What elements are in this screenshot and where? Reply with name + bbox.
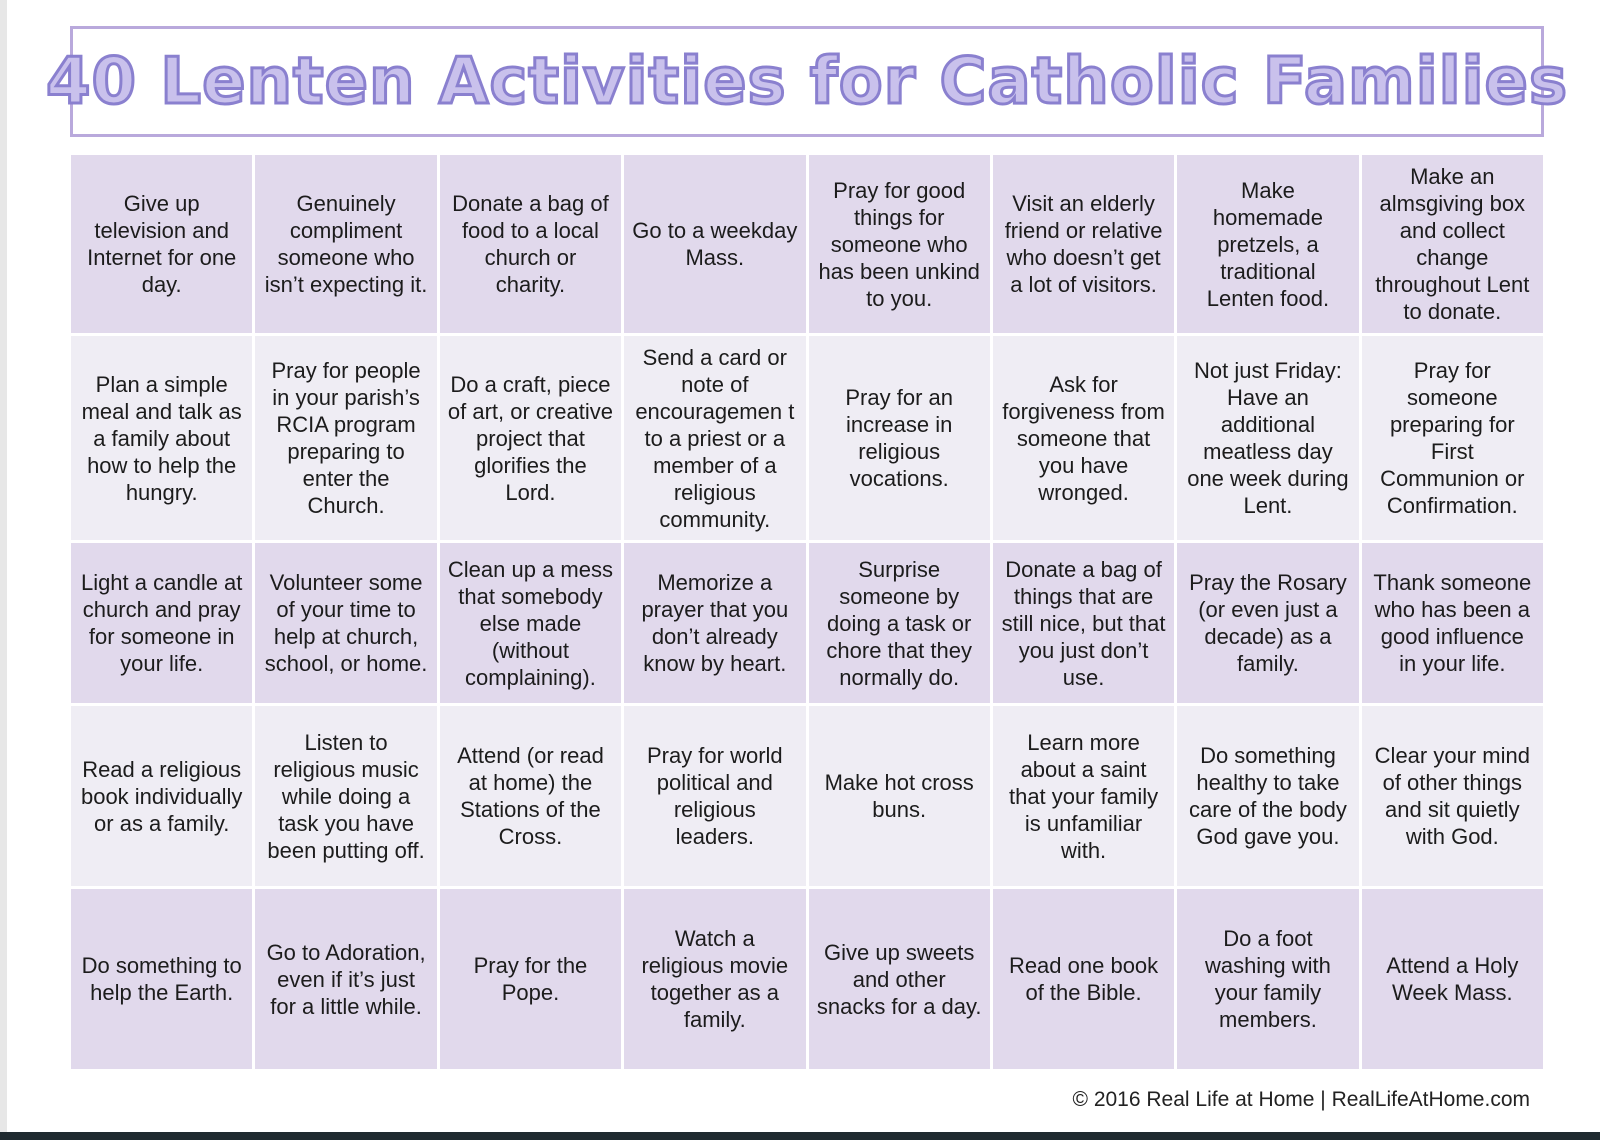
activity-cell: Pray for people in your parish’s RCIA program preparing to enter the Church. <box>255 336 436 540</box>
activity-cell: Memorize a prayer that you don’t already know by heart. <box>624 543 805 703</box>
viewer-left-edge <box>0 0 7 1140</box>
activity-cell: Genuinely compliment someone who isn’t expecting it. <box>255 155 436 333</box>
activity-cell: Pray for the Pope. <box>440 889 621 1069</box>
activity-cell: Plan a simple meal and talk as a family about how to help the hungry. <box>71 336 252 540</box>
activity-cell: Attend a Holy Week Mass. <box>1362 889 1543 1069</box>
activity-cell: Make hot cross buns. <box>809 706 990 886</box>
activity-cell: Pray for good things for someone who has been unkind to you. <box>809 155 990 333</box>
activity-cell: Thank someone who has been a good influence in your life. <box>1362 543 1543 703</box>
activity-cell: Visit an elderly friend or relative who doesn’t get a lot of visitors. <box>993 155 1174 333</box>
activity-cell: Give up sweets and other snacks for a day. <box>809 889 990 1069</box>
activity-cell: Send a card or note of encouragemen t to a priest or a member of a religious community. <box>624 336 805 540</box>
activity-cell: Read one book of the Bible. <box>993 889 1174 1069</box>
activity-cell: Clear your mind of other things and sit quietly with God. <box>1362 706 1543 886</box>
activity-cell: Make an almsgiving box and collect change throughout Lent to donate. <box>1362 155 1543 333</box>
viewer-bottom-edge <box>0 1132 1600 1140</box>
activity-cell: Surprise someone by doing a task or chore that they normally do. <box>809 543 990 703</box>
activity-cell: Make homemade pretzels, a traditional Lenten food. <box>1177 155 1358 333</box>
activity-cell: Listen to religious music while doing a task you have been putting off. <box>255 706 436 886</box>
activity-cell: Read a religious book individually or as a family. <box>71 706 252 886</box>
page-title: 40 Lenten Activities for Catholic Families <box>45 44 1569 119</box>
activity-cell: Go to a weekday Mass. <box>624 155 805 333</box>
activity-cell: Watch a religious movie together as a family. <box>624 889 805 1069</box>
activity-cell: Not just Friday: Have an additional meatless day one week during Lent. <box>1177 336 1358 540</box>
activity-cell: Do a craft, piece of art, or creative project that glorifies the Lord. <box>440 336 621 540</box>
activity-cell: Do something healthy to take care of the body God gave you. <box>1177 706 1358 886</box>
activity-cell: Donate a bag of food to a local church or charity. <box>440 155 621 333</box>
activity-cell: Attend (or read at home) the Stations of the Cross. <box>440 706 621 886</box>
activity-cell: Clean up a mess that somebody else made (without complaining). <box>440 543 621 703</box>
activity-cell: Light a candle at church and pray for someone in your life. <box>71 543 252 703</box>
activity-cell: Pray for world political and religious leaders. <box>624 706 805 886</box>
activity-cell: Donate a bag of things that are still nice, but that you just don’t use. <box>993 543 1174 703</box>
activity-cell: Do a foot washing with your family members. <box>1177 889 1358 1069</box>
activity-cell: Learn more about a saint that your family is unfamiliar with. <box>993 706 1174 886</box>
copyright-footer: © 2016 Real Life at Home | RealLifeAtHome.com <box>1072 1088 1530 1111</box>
activity-cell: Ask for forgiveness from someone that you have wronged. <box>993 336 1174 540</box>
activity-cell: Pray for someone preparing for First Communion or Confirmation. <box>1362 336 1543 540</box>
activity-cell: Go to Adoration, even if it’s just for a little while. <box>255 889 436 1069</box>
activity-cell: Do something to help the Earth. <box>71 889 252 1069</box>
activity-cell: Volunteer some of your time to help at church, school, or home. <box>255 543 436 703</box>
activity-cell: Pray for an increase in religious vocations. <box>809 336 990 540</box>
activity-cell: Give up television and Internet for one day. <box>71 155 252 333</box>
title-banner <box>45 26 1569 137</box>
activity-grid <box>71 155 1543 1069</box>
activity-cell: Pray the Rosary (or even just a decade) as a family. <box>1177 543 1358 703</box>
